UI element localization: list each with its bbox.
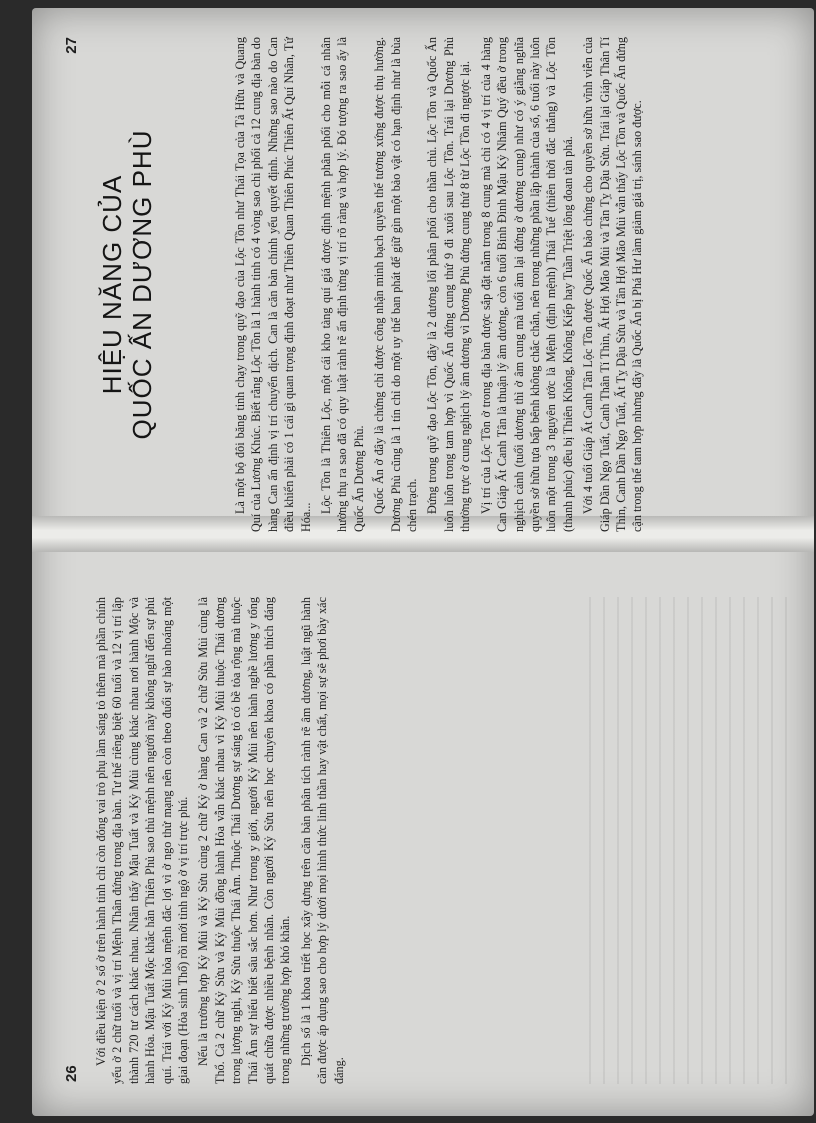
right-page [27,37,797,552]
left-page [27,597,797,1112]
page-number-left: 26 [63,1065,80,1082]
left-page-faded-area [587,597,787,1084]
left-paragraph-3: Dịch số là 1 khoa triết học xây dựng trên căn bản phân tích rành rẽ âm dương, luật ngũ hành căn được áp dụng sao cho hợp lý dưới mọi hình thức linh thần hay vật chất, mọi sự sẽ phơi bày xác đáng. [298,597,346,1084]
right-paragraph-4: Đứng trong quỹ đạo Lộc Tồn, đây là 2 dương lối phân phối cho thần chủ. Lộc Tồn và Quốc Ấn luôn luôn trong tam hợp vì Quốc Ấn đứng cung thứ 9 đi xuôi sau Lộc Tồn. Trái lại Dương Phù thường trực ở cung nghịch lý âm dương vì Dương Phù đứng cung thứ 8 từ Lộc Tồn đi ngược lại. [425,37,473,532]
right-paragraph-1: Là một bộ đôi băng tinh chạy trong quỹ đạo của Lộc Tồn như Thái Tọa của Tả Hữu và Quang Quí của Lương Khúc. Biết rằng Lộc Tồn là 1 hành tinh có 4 vòng sao chi phối cả 12 cung địa bàn do hàng Can ấn định vị trí chuyển dịch. Can là căn bản chính yếu quyết định. Những sao nào do Can điều khiển phải có 1 cái gì quan trọng định đoạt như Thiên Quan Thiên Phúc Thiên Ất Quí Nhân, Tứ Hóa... [233,37,313,532]
right-page-body [232,37,650,532]
rotated-spread [27,12,797,1112]
right-paragraph-2: Lộc Tồn là Thiên Lộc, một cái kho tàng quí giá được định mệnh phân phối cho mỗi cá nhân hưởng thụ ra sao đã có quy luật rành rẽ ấn định từng vị trí rõ ràng và hợp lý. Đó tượng ra sao ấy là Quốc Ấn Dương Phù. [319,37,366,532]
right-paragraph-5: Vị trí của Lộc Tồn ở trong địa bàn được sắp đặt nằm trong 8 cung mà chỉ có 4 vị trí của 4 hàng Can Giáp Ất Canh Tân là thuận lý âm dương, còn 6 tuổi Bính Đinh Mậu Kỷ Nhâm Quý đều ở trong nghịch cảnh (tuổi dương thì ở âm cung mà tuổi âm lại đứng ở dương cung) như có ý giằng nghĩa quyền sở hữu tựa bấp bênh không chắc chắn, nên trong những phần lập thành của số, 6 tuổi này luôn luôn một trong 3 nguyên ước là Mệnh (định mệnh) Thái Tuế (thiên thời đắc thắng) và Lộc Tồn (thanh phúc) đều bị Thiên Không, Không Kiếp hay Tuần Triệt lông đoan tàn phá. [478,37,575,532]
left-paragraph-2: Nếu là trường hợp Kỷ Mùi và Kỷ Sửu cùng 2 chữ Kỷ ở hàng Can và 2 chữ Sửu Mùi cùng là Thổ. Cả 2 chữ Kỷ Sửu và Kỷ Mùi đồng hành Hỏa vẫn khác nhau vì Kỷ Mùi thuộc Thái dương trong lượng nghi, Kỷ Sửu thuộc Thái Âm. Thuộc Thái Dương sự sáng tỏ có bề tỏa rộng mà thuộc Thái Âm sự hiểu biết sâu sắc hơn. Như trong y giới, người Kỷ Mùi nên hành nghề lương y tổng quát chữa được nhiều bệnh nhân. Còn người Kỷ Sửu nên học chuyên khoa có phần thích đáng trong những trường hợp khó khăn. [196,597,293,1084]
page-number-right: 27 [63,37,80,54]
right-paragraph-3: Quốc Ấn ở đây là chứng chỉ được công nhận minh bạch quyền thế tương xứng được thụ hưởng. Dương Phù cũng là 1 tín chỉ do một uy thế ban phát để giữ gìn một bảo vật có hạn định như là bùa chén trạch. [372,37,420,532]
chapter-title-line-2: QUỐC ẤN DƯƠNG PHÙ [127,129,157,440]
left-paragraph-1: Với điều kiện ở 2 số ở trên hành tinh chỉ còn đóng vai trò phụ làm sáng tỏ thêm mà phần chính yếu ở 2 chữ tuổi và vị trí Mệnh Thân đứng trong địa bàn. Tư thế riêng biệt 60 tuổi và 12 vị trí lập thành 720 tư cách khác nhau. Nhân thấy Mậu Tuất và Kỷ Mùi cùng khác nhau nơi hành Mộc và hành Hỏa. Mậu Tuất Mộc khắc hẳn Thiên Phủ sao thủ mệnh nên người này không nghĩ đến sự phú quí. Trái với Kỷ Mùi hỏa mệnh đắc lợi vì ở ngo thử mạng nên còn theo đuổi sự hào nhoáng một giai đoạn (Hỏa sinh Thổ) rồi mới tỉnh ngộ ở vị trí trực phú. [94,597,191,1084]
right-paragraph-6: Với 4 tuổi Giáp Ất Canh Tân Lộc Tồn được Quốc Ấn bảo chứng cho quyền sở hữu vĩnh viễn của Giáp Dần Ngọ Tuất, Canh Thân Tí Thìn, Ất Hợi Mão Mùi và Tân Tỵ Dậu Sửu. Trái lại Giáp Thân Tí Thìn, Canh Dần Ngọ Tuất, Ất Tỵ Dậu Sửu và Tân Hợi Mão Mùi vẫn thấy Lộc Tồn và Quốc Ấn đứng cận trong thế tam hợp nhưng đây là Quốc Ấn bị Phá Hư làm giảm giá trị, sánh sao được. [581,37,645,532]
chapter-title [97,37,157,532]
chapter-title-line-1: HIỆU NĂNG CỦA [97,174,127,395]
left-page-body [93,597,351,1084]
